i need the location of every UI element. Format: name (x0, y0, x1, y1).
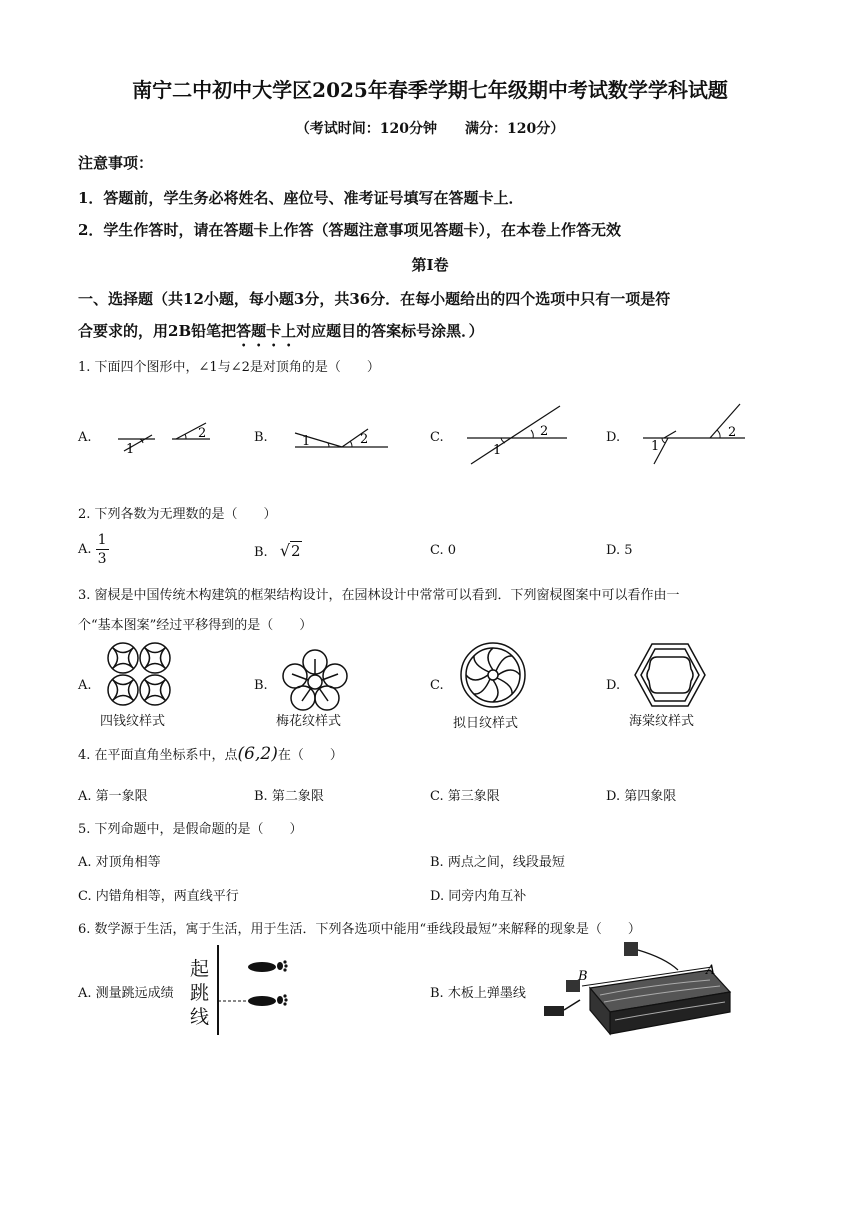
q1a-angle-1: 1 (126, 442, 135, 457)
q5-option-d[interactable]: D. 同旁内角互补 (430, 889, 527, 904)
q4-option-a[interactable]: A. 第一象限 (78, 789, 148, 804)
q6-side-char-1: 起 (190, 958, 210, 980)
q6-figure-b (540, 940, 740, 1040)
q4-stem-post: 在（ ） (277, 748, 343, 763)
q2-a-fraction (96, 531, 109, 568)
q6-point-a: A (706, 963, 716, 978)
q1d-angle-1: 1 (651, 439, 660, 454)
q6-stem: 6. 数学源于生活，寓于生活，用于生活．下列各选项中能用“垂线段最短”来解释的现象是（ ） (78, 922, 641, 937)
section-heading-line2 (78, 320, 484, 350)
q1b-angle-1: 1 (302, 434, 311, 449)
q3-pattern-c (459, 641, 527, 709)
q1c-angle-2: 2 (540, 424, 549, 439)
sqrt-icon: √ (279, 541, 291, 560)
q2-option-b[interactable] (254, 541, 302, 560)
q6-option-b[interactable]: B. 木板上弹墨线 (430, 986, 526, 1001)
q1-option-d[interactable]: D. (606, 430, 621, 445)
q1-figure-d (640, 400, 750, 470)
q3-pattern-b (282, 649, 348, 711)
q5-option-c[interactable]: C. 内错角相等，两直线平行 (78, 889, 239, 904)
q6-option-a[interactable]: A. 测量跳远成绩 (78, 986, 174, 1001)
q2-a-label: A. (78, 542, 92, 557)
q3-pattern-a (106, 641, 172, 707)
q1b-angle-2: 2 (360, 432, 369, 447)
q1-figure-b (290, 415, 400, 460)
q2-b-radicand: 2 (291, 542, 301, 560)
q2-option-a[interactable] (78, 531, 109, 568)
q6-figure-a (214, 945, 294, 1037)
q3-caption-d: 海棠纹样式 (629, 714, 695, 729)
q1d-angle-2: 2 (728, 425, 737, 440)
section-heading-line1: 一、选择题（共12小题，每小题3分，共36分．在每小题给出的四个选项中只有一项是符 (78, 290, 671, 308)
q4-option-b[interactable]: B. 第二象限 (254, 789, 324, 804)
q3-pattern-d (633, 642, 707, 708)
exam-info: （考试时间：120分钟 满分：120分） (295, 121, 565, 137)
q6-side-char-2: 跳 (190, 982, 210, 1004)
footprint-icon (248, 960, 288, 1006)
q1-option-b[interactable]: B. (254, 430, 268, 445)
notice-item-2: 2．学生作答时，请在答题卡上作答（答题注意事项见答题卡），在本卷上作答无效 (78, 221, 621, 239)
page-title: 南宁二中初中大学区2025年春季学期七年级期中考试数学学科试题 (132, 78, 728, 102)
q2-option-d[interactable]: D. 5 (606, 543, 633, 558)
q4-option-d[interactable]: D. 第四象限 (606, 789, 677, 804)
q4-option-c[interactable]: C. 第三象限 (430, 789, 500, 804)
q5-option-b[interactable]: B. 两点之间，线段最短 (430, 855, 565, 870)
q4-stem-pre: 4. 在平面直角坐标系中，点 (78, 748, 238, 763)
q3-option-b[interactable]: B. (254, 678, 268, 693)
q1-stem: 1. 下面四个图形中，∠1与∠2是对顶角的是（ ） (78, 360, 380, 375)
q2-option-c[interactable]: C. 0 (430, 543, 457, 558)
q2-a-denominator: 3 (97, 551, 107, 567)
q4-stem (78, 744, 343, 764)
q3-option-a[interactable]: A. (78, 678, 92, 693)
q3-stem-line2: 个“基本图案”经过平移得到的是（ ） (78, 618, 313, 633)
q3-caption-c: 拟日纹样式 (453, 716, 519, 731)
q3-option-d[interactable]: D. (606, 678, 621, 693)
q1c-angle-1: 1 (493, 443, 502, 458)
notice-heading: 注意事项： (78, 154, 154, 172)
q6-point-b: B (578, 969, 588, 984)
q6-side-char-3: 线 (190, 1006, 210, 1028)
notice-item-1: 1．答题前，学生务必将姓名、座位号、准考证号填写在答题卡上． (78, 189, 524, 207)
q5-stem: 5. 下列命题中，是假命题的是（ ） (78, 822, 303, 837)
q5-option-a[interactable]: A. 对顶角相等 (78, 855, 161, 870)
q1-figure-a (110, 415, 220, 460)
q4-point: (6,2) (237, 744, 278, 764)
q3-option-c[interactable]: C. (430, 678, 444, 693)
section-heading-post: 对应题目的答案标号涂黑．） (296, 322, 484, 340)
q1-option-c[interactable]: C. (430, 430, 444, 445)
q2-b-label: B. (254, 545, 268, 560)
section-heading-pre: 合要求的，用2B铅笔把 (78, 322, 237, 340)
q2-stem: 2. 下列各数为无理数的是（ ） (78, 507, 277, 522)
q2-a-numerator: 1 (97, 532, 107, 548)
q3-stem-line1: 3. 窗棂是中国传统木构建筑的框架结构设计，在园林设计中常常可以看到．下列窗棂图案中可以看作由一 (78, 588, 680, 603)
q3-caption-b: 梅花纹样式 (276, 714, 342, 729)
q1a-angle-2: 2 (198, 426, 207, 441)
q1-figure-c (465, 402, 575, 467)
q1-option-a[interactable]: A. (78, 430, 92, 445)
q3-caption-a: 四钱纹样式 (100, 714, 166, 729)
section-heading-emphasis: 答题卡上 (236, 322, 297, 340)
volume-label: 第I卷 (411, 256, 449, 274)
